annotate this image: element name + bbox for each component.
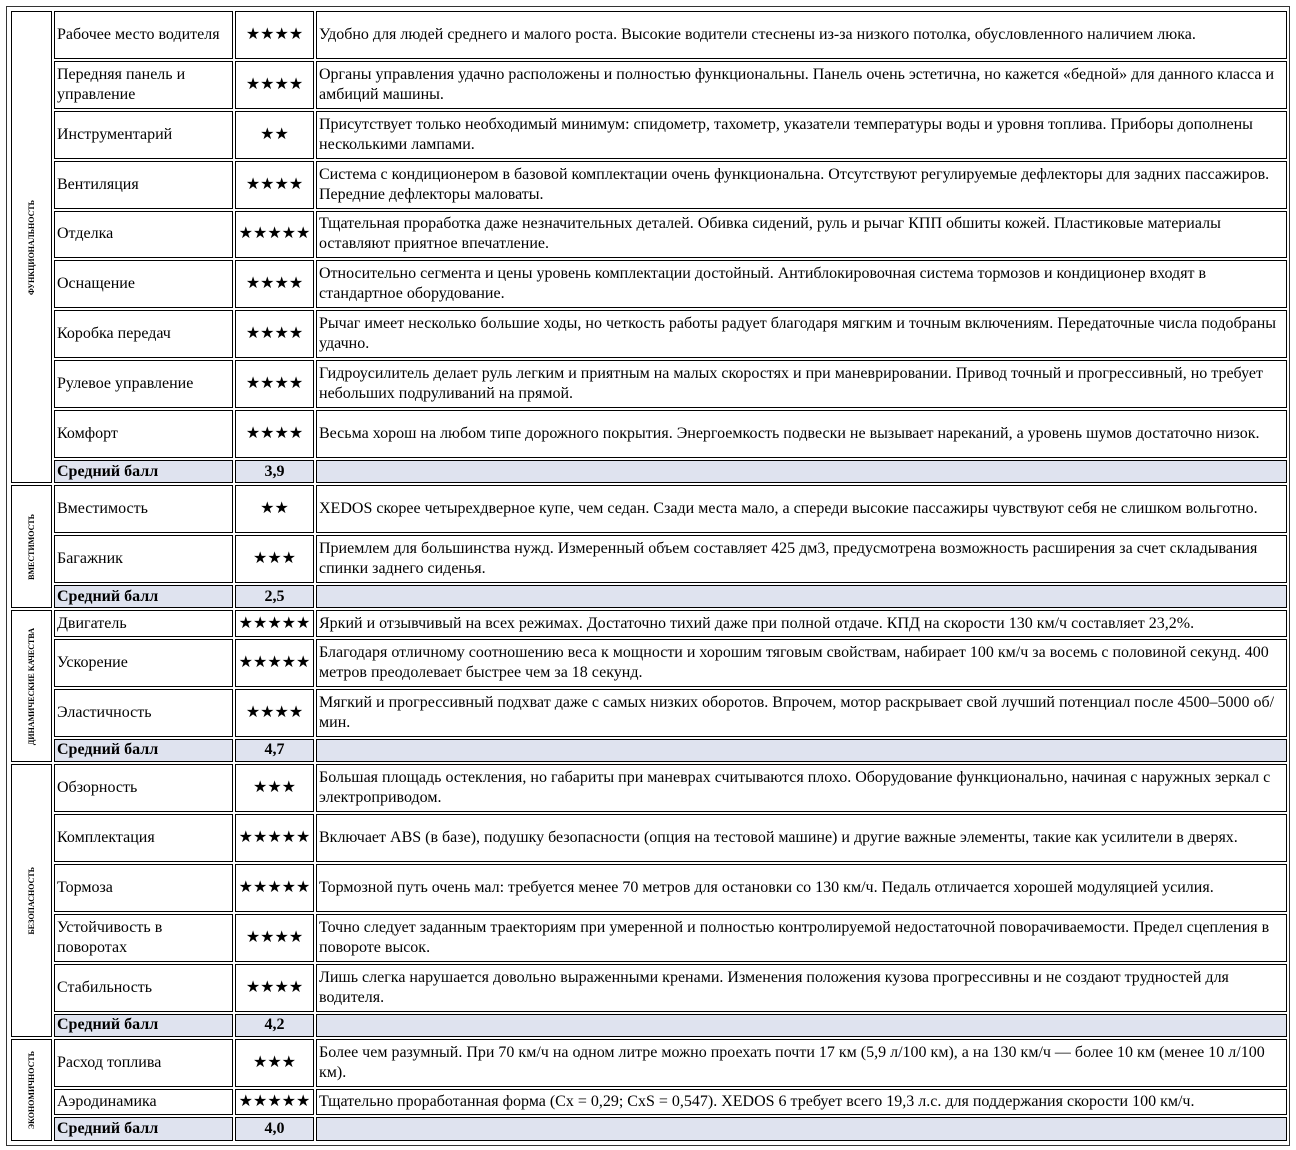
average-label: Средний балл (54, 1014, 233, 1037)
table-row (11, 111, 1287, 159)
param-name: Тормоза (54, 864, 233, 912)
star-rating: ★★★★★ (235, 1089, 314, 1116)
average-label: Средний балл (54, 585, 233, 608)
star-rating: ★★★★ (235, 161, 314, 209)
param-name: Вентиляция (54, 161, 233, 209)
param-name: Отделка (54, 211, 233, 259)
param-name: Коробка передач (54, 310, 233, 358)
rating-table (9, 9, 1289, 1143)
category-economy (11, 1039, 52, 1141)
table-row (11, 211, 1287, 259)
average-row (11, 1014, 1287, 1037)
average-value: 4,7 (235, 739, 314, 762)
param-description: Весьма хорош на любом типе дорожного покрытия. Энергоемкость подвески не вызывает нареканий, а уровень шумов достаточно низок. (316, 410, 1287, 458)
average-empty (316, 460, 1287, 483)
star-rating: ★★★★ (235, 260, 314, 308)
param-description: Лишь слегка нарушается довольно выраженными кренами. Изменения положения кузова прогрессивны и не создают трудностей для водителя. (316, 964, 1287, 1012)
param-description: Более чем разумный. При 70 км/ч на одном литре можно проехать почти 17 км (5,9 л/100 км), а на 130 км/ч — более 10 км (менее 10 л/100 км). (316, 1039, 1287, 1087)
category-label: ДИНАМИЧЕСКИЕ КАЧЕСТВА (27, 627, 36, 745)
table-row (11, 260, 1287, 308)
param-name: Рулевое управление (54, 360, 233, 408)
table-row (11, 310, 1287, 358)
param-name: Комфорт (54, 410, 233, 458)
table-row (11, 814, 1287, 862)
category-functionality (11, 11, 52, 483)
star-rating: ★★★★ (235, 360, 314, 408)
param-name: Ускорение (54, 639, 233, 687)
table-row (11, 360, 1287, 408)
table-row (11, 764, 1287, 812)
average-value: 2,5 (235, 585, 314, 608)
param-name: Аэродинамика (54, 1089, 233, 1116)
average-label: Средний балл (54, 739, 233, 762)
param-description: Тормозной путь очень мал: требуется менее 70 метров для остановки со 130 км/ч. Педаль отличается хорошей модуляцией усилия. (316, 864, 1287, 912)
star-rating: ★★★★ (235, 914, 314, 962)
param-name: Оснащение (54, 260, 233, 308)
param-description: Мягкий и прогрессивный подхват даже с самых низких оборотов. Впрочем, мотор раскрывает свой лучший потенциал после 4500–5000 об/мин. (316, 689, 1287, 737)
param-description: Приемлем для большинства нужд. Измеренный объем составляет 425 дм3, предусмотрена возможность расширения за счет складывания спинки заднего сиденья. (316, 535, 1287, 583)
star-rating: ★★★★ (235, 410, 314, 458)
average-value: 3,9 (235, 460, 314, 483)
average-value: 4,0 (235, 1117, 314, 1141)
table-row (11, 639, 1287, 687)
table-row (11, 610, 1287, 637)
param-description: XEDOS скорее четырехдверное купе, чем седан. Сзади места мало, а спереди высокие пассажиры чувствуют себя не слишком вольготно. (316, 485, 1287, 533)
param-name: Вместимость (54, 485, 233, 533)
star-rating: ★★★★★ (235, 864, 314, 912)
param-name: Передняя панель и управление (54, 61, 233, 109)
param-name: Комплектация (54, 814, 233, 862)
star-rating: ★★ (235, 485, 314, 533)
table-row (11, 914, 1287, 962)
star-rating: ★★★ (235, 535, 314, 583)
param-name: Стабильность (54, 964, 233, 1012)
param-description: Органы управления удачно расположены и полностью функциональны. Панель очень эстетична, но кажется «бедной» для данного класса и амбиций машины. (316, 61, 1287, 109)
param-name: Инструментарий (54, 111, 233, 159)
category-capacity (11, 485, 52, 608)
param-description: Относительно сегмента и цены уровень комплектации достойный. Антиблокировочная система тормозов и кондиционер входят в стандартное оборудование. (316, 260, 1287, 308)
average-empty (316, 1117, 1287, 1141)
average-empty (316, 1014, 1287, 1037)
average-label: Средний балл (54, 460, 233, 483)
star-rating: ★★★★ (235, 11, 314, 59)
param-description: Яркий и отзывчивый на всех режимах. Достаточно тихий даже при полной отдаче. КПД на скорости 130 км/ч составляет 23,2%. (316, 610, 1287, 637)
table-row (11, 1039, 1287, 1087)
table-row (11, 964, 1287, 1012)
category-dynamics (11, 610, 52, 762)
param-description: Гидроусилитель делает руль легким и приятным на малых скоростях и при маневрировании. Привод точный и прогрессивный, но требует небольших подруливаний на прямой. (316, 360, 1287, 408)
table-row (11, 410, 1287, 458)
average-empty (316, 739, 1287, 762)
param-description: Система с кондиционером в базовой комплектации очень функциональна. Отсутствуют регулируемые дефлекторы для задних пассажиров. Передние дефлекторы маловаты. (316, 161, 1287, 209)
average-value: 4,2 (235, 1014, 314, 1037)
table-row (11, 61, 1287, 109)
average-empty (316, 585, 1287, 608)
average-row (11, 585, 1287, 608)
category-label: ВМЕСТИМОСТЬ (27, 513, 36, 580)
param-description: Большая площадь остекления, но габариты при маневрах считываются плохо. Оборудование функционально, начиная с наружных зеркал с электроприводом. (316, 764, 1287, 812)
category-safety (11, 764, 52, 1037)
star-rating: ★★★ (235, 1039, 314, 1087)
average-label: Средний балл (54, 1117, 233, 1141)
star-rating: ★★ (235, 111, 314, 159)
average-row (11, 1117, 1287, 1141)
param-name: Устойчивость в поворотах (54, 914, 233, 962)
category-label: ЭКОНОМИЧНОСТЬ (27, 1050, 36, 1130)
table-row (11, 689, 1287, 737)
param-description: Тщательно проработанная форма (Cx = 0,29; CxS = 0,547). XEDOS 6 требует всего 19,3 л.с. для поддержания скорости 100 км/ч. (316, 1089, 1287, 1116)
table-row (11, 11, 1287, 59)
param-name: Эластичность (54, 689, 233, 737)
param-name: Обзорность (54, 764, 233, 812)
star-rating: ★★★★ (235, 964, 314, 1012)
rating-sheet (6, 6, 1290, 1146)
star-rating: ★★★★★ (235, 639, 314, 687)
param-name: Двигатель (54, 610, 233, 637)
param-name: Расход топлива (54, 1039, 233, 1087)
star-rating: ★★★★ (235, 310, 314, 358)
category-label: БЕЗОПАСНОСТЬ (27, 866, 36, 935)
param-description: Тщательная проработка даже незначительных деталей. Обивка сидений, руль и рычаг КПП обшиты кожей. Пластиковые материалы оставляют приятное впечатление. (316, 211, 1287, 259)
param-description: Присутствует только необходимый минимум: спидометр, тахометр, указатели температуры воды и уровня топлива. Приборы дополнены несколькими лампами. (316, 111, 1287, 159)
star-rating: ★★★★★ (235, 211, 314, 259)
table-row (11, 864, 1287, 912)
param-description: Точно следует заданным траекториям при умеренной и полностью контролируемой недостаточной поворачиваемости. Предел сцепления в повороте высок. (316, 914, 1287, 962)
table-row (11, 1089, 1287, 1116)
star-rating: ★★★★★ (235, 814, 314, 862)
param-name: Рабочее место водителя (54, 11, 233, 59)
param-description: Благодаря отличному соотношению веса к мощности и хорошим тяговым свойствам, набирает 100 км/ч за восемь с половиной секунд. 400 метров преодолевает быстрее чем за 18 секунд. (316, 639, 1287, 687)
param-description: Включает ABS (в базе), подушку безопасности (опция на тестовой машине) и другие важные элементы, такие как усилители в дверях. (316, 814, 1287, 862)
table-row (11, 161, 1287, 209)
param-name: Багажник (54, 535, 233, 583)
average-row (11, 460, 1287, 483)
table-row (11, 485, 1287, 533)
star-rating: ★★★★ (235, 61, 314, 109)
category-label: ФУНКЦИОНАЛЬНОСТЬ (27, 199, 36, 295)
star-rating: ★★★★★ (235, 610, 314, 637)
param-description: Удобно для людей среднего и малого роста. Высокие водители стеснены из-за низкого потолка, обусловленного наличием люка. (316, 11, 1287, 59)
table-row (11, 535, 1287, 583)
star-rating: ★★★ (235, 764, 314, 812)
param-description: Рычаг имеет несколько большие ходы, но четкость работы радует благодаря мягким и точным включениям. Передаточные числа подобраны удачно. (316, 310, 1287, 358)
average-row (11, 739, 1287, 762)
star-rating: ★★★★ (235, 689, 314, 737)
